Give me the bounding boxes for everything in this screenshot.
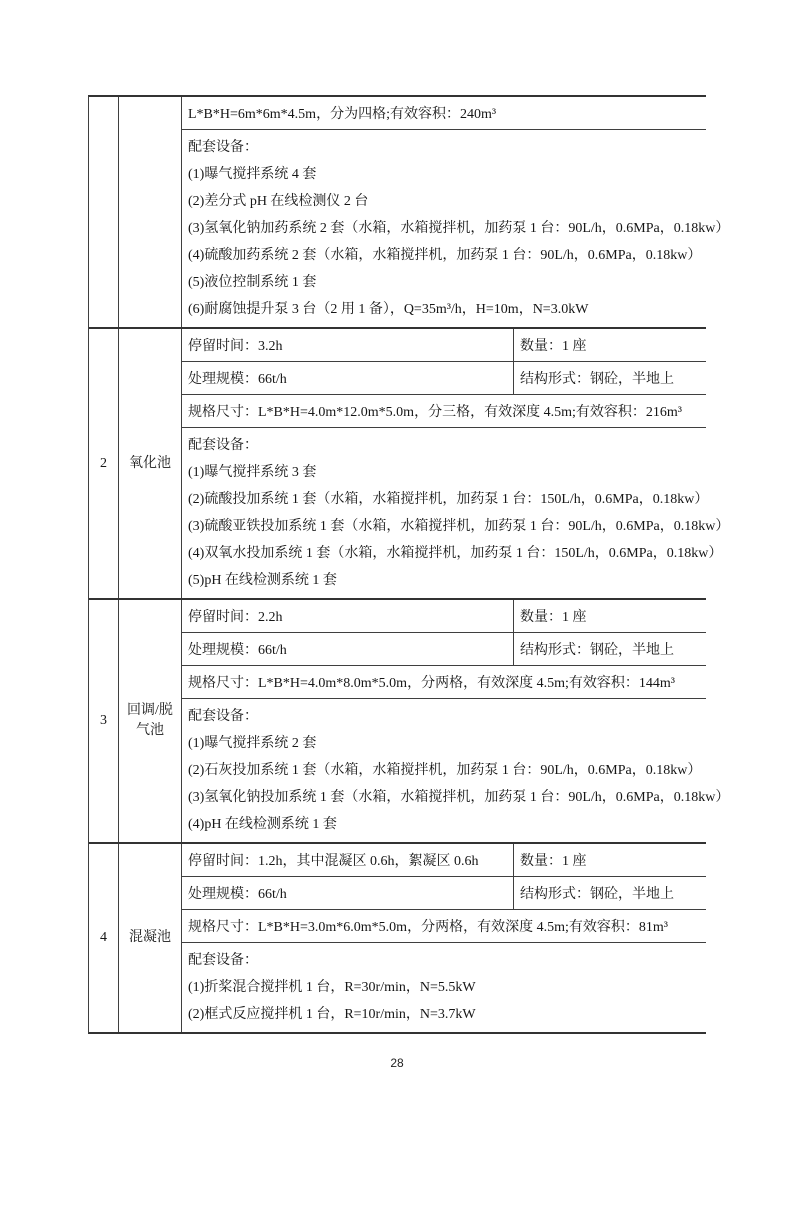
spec-row-split	[182, 633, 706, 666]
equipment-list-line: (3)氢氧化钠加药系统 2 套（水箱，水箱搅拌机，加药泵 1 台：90L/h，0.6MPa，0.18kw）	[188, 221, 730, 236]
spec-table	[88, 95, 730, 1034]
page-number: 28	[390, 1056, 404, 1070]
spec-cell-left: 处理规模：66t/h	[182, 633, 514, 665]
equipment-list-line: 配套设备：	[188, 709, 258, 724]
equipment-list	[182, 130, 730, 327]
spec-row-split	[182, 877, 706, 910]
spec-cell-right: 结构形式：钢砼，半地上	[520, 887, 674, 902]
spec-row-split	[182, 329, 706, 362]
row-number-cell: 2	[89, 329, 119, 598]
row-number-cell: 3	[89, 600, 119, 842]
spec-row-full	[182, 666, 706, 699]
row-name-cell: 混凝池	[119, 844, 182, 1032]
spec-cell-right: 数量：1 座	[520, 854, 587, 869]
spec-cell-full: L*B*H=6m*6m*4.5m，分为四格;有效容积：240m³	[188, 107, 497, 122]
row-group-content	[182, 97, 730, 327]
equipment-list-line: (1)曝气搅拌系统 4 套	[188, 167, 317, 182]
equipment-list-line: 配套设备：	[188, 140, 258, 155]
spec-cell-full: 规格尺寸：L*B*H=4.0m*12.0m*5.0m，分三格，有效深度 4.5m;有效容积：216m³	[188, 405, 682, 420]
row-group-content	[182, 844, 706, 1032]
spec-row-full	[182, 395, 706, 428]
spec-row-split	[182, 600, 706, 633]
spec-row-split	[182, 844, 706, 877]
equipment-list-line: (2)差分式 pH 在线检测仪 2 台	[188, 194, 369, 209]
equipment-list	[182, 699, 730, 842]
equipment-list-line: (4)pH 在线检测系统 1 套	[188, 817, 337, 832]
spec-cell-full: 规格尺寸：L*B*H=4.0m*8.0m*5.0m，分两格，有效深度 4.5m;有效容积：144m³	[188, 676, 675, 691]
equipment-list-line: (5)液位控制系统 1 套	[188, 275, 317, 290]
spec-cell-right: 结构形式：钢砼，半地上	[520, 643, 674, 658]
equipment-list-line: 配套设备：	[188, 438, 258, 453]
spec-row-full	[182, 910, 706, 943]
spec-cell-full: 规格尺寸：L*B*H=3.0m*6.0m*5.0m，分两格，有效深度 4.5m;有效容积：81m³	[188, 920, 668, 935]
spec-cell-left: 停留时间：3.2h	[182, 329, 514, 361]
spec-cell-left: 停留时间：2.2h	[182, 600, 514, 632]
equipment-list-line: (3)氢氧化钠投加系统 1 套（水箱，水箱搅拌机，加药泵 1 台：90L/h，0.6MPa，0.18kw）	[188, 790, 730, 805]
spec-cell-right: 结构形式：钢砼，半地上	[520, 372, 674, 387]
table-row-group	[89, 600, 730, 844]
row-number-cell	[89, 97, 119, 327]
equipment-list-line: (2)硫酸投加系统 1 套（水箱，水箱搅拌机，加药泵 1 台：150L/h，0.6MPa，0.18kw）	[188, 492, 709, 507]
equipment-list-line: (2)石灰投加系统 1 套（水箱，水箱搅拌机，加药泵 1 台：90L/h，0.6MPa，0.18kw）	[188, 763, 702, 778]
equipment-list-line: 配套设备：	[188, 953, 258, 968]
equipment-list-line: (4)硫酸加药系统 2 套（水箱，水箱搅拌机，加药泵 1 台：90L/h，0.6MPa，0.18kw）	[188, 248, 702, 263]
spec-row-split	[182, 362, 706, 395]
row-name-cell: 回调/脱气池	[119, 600, 182, 842]
equipment-list-line: (1)曝气搅拌系统 2 套	[188, 736, 317, 751]
table-row-group	[89, 97, 730, 329]
spec-row-full	[182, 97, 706, 130]
row-name-cell	[119, 97, 182, 327]
equipment-list-line: (5)pH 在线检测系统 1 套	[188, 573, 337, 588]
spec-cell-left: 处理规模：66t/h	[182, 877, 514, 909]
spec-cell-right: 数量：1 座	[520, 610, 587, 625]
equipment-list-line: (6)耐腐蚀提升泵 3 台（2 用 1 备），Q=35m³/h，H=10m，N=3.0kW	[188, 302, 589, 317]
equipment-list	[182, 428, 730, 598]
equipment-list	[182, 943, 706, 1032]
spec-cell-right: 数量：1 座	[520, 339, 587, 354]
table-row-group	[89, 844, 706, 1032]
spec-cell-left: 停留时间：1.2h，其中混凝区 0.6h，絮凝区 0.6h	[182, 844, 514, 876]
row-number-cell: 4	[89, 844, 119, 1032]
equipment-list-line: (4)双氧水投加系统 1 套（水箱，水箱搅拌机，加药泵 1 台：150L/h，0.6MPa，0.18kw）	[188, 546, 723, 561]
equipment-list-line: (1)曝气搅拌系统 3 套	[188, 465, 317, 480]
row-group-content	[182, 600, 730, 842]
row-name-cell: 氧化池	[119, 329, 182, 598]
equipment-list-line: (3)硫酸亚铁投加系统 1 套（水箱，水箱搅拌机，加药泵 1 台：90L/h，0.6MPa，0.18kw）	[188, 519, 730, 534]
equipment-list-line: (1)折桨混合搅拌机 1 台，R=30r/min，N=5.5kW	[188, 980, 476, 995]
equipment-list-line: (2)框式反应搅拌机 1 台，R=10r/min，N=3.7kW	[188, 1007, 476, 1022]
row-group-content	[182, 329, 730, 598]
table-row-group	[89, 329, 730, 600]
spec-cell-left: 处理规模：66t/h	[182, 362, 514, 394]
